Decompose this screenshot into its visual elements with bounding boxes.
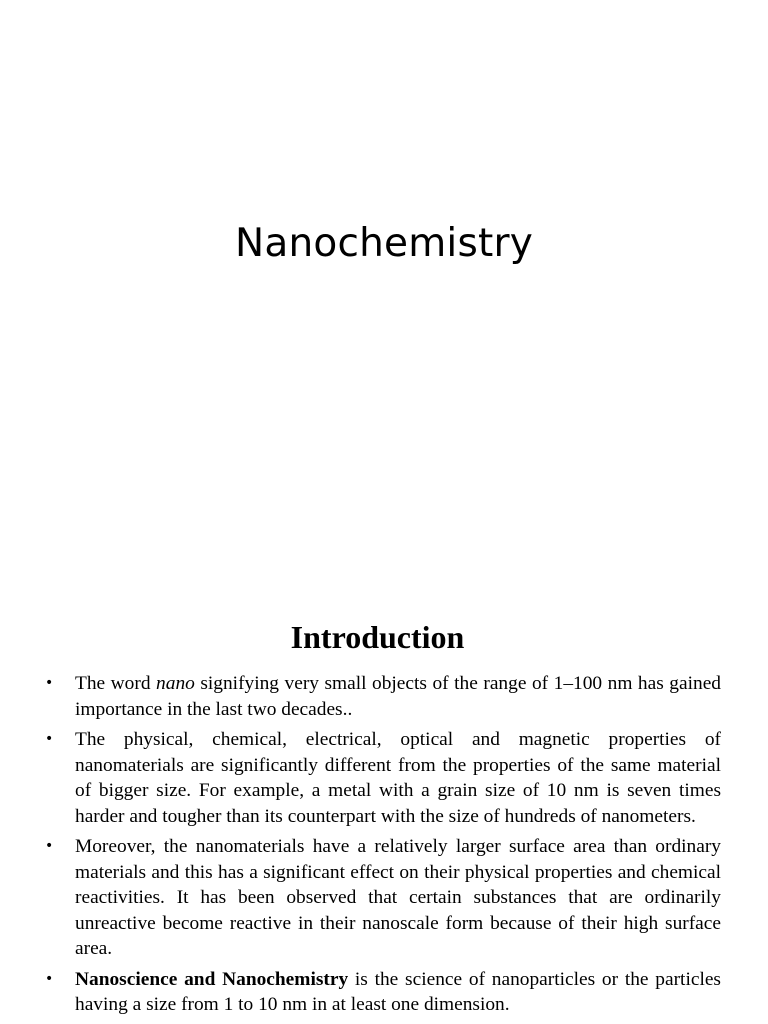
bullet-text-part: is the science of nanoparticles or the particles having a size from 1 to 10 nm in at least one dimension.: [75, 968, 721, 1015]
bullet-item: [45, 727, 721, 829]
emphasized-term: nano: [156, 673, 195, 694]
bullet-marker: •: [45, 675, 54, 691]
bullet-item: [45, 834, 721, 962]
bold-term: Nanoscience and Nanochemistry: [75, 968, 349, 990]
bullet-item: [45, 671, 721, 722]
bullet-text-part: The word: [75, 673, 157, 694]
slide-title: Nanochemistry: [235, 221, 533, 266]
bullet-text: Moreover, the nanomaterials have a relatively larger surface area than ordinary materials and this has a significant effect on their physical properties and chemical reactivities. It has been observed that certain substances that are ordinarily unreactive become reactive in their nanoscale form because of their high surface area.: [75, 836, 721, 959]
bullet-marker: •: [45, 970, 54, 987]
bullet-item: [45, 967, 721, 1018]
bullet-text-part: signifying very small objects of the range of 1–100 nm has gained importance in the last two decades..: [75, 673, 721, 720]
section-heading: Introduction: [290, 619, 465, 655]
bullet-marker: •: [45, 838, 54, 854]
bullet-text: The physical, chemical, electrical, optical and magnetic properties of nanomaterials are significantly different from the properties of the same material of bigger size. For example, a metal with a grain size of 10 nm is seven times harder and tougher than its counterpart with the size of hundreds of nanometers.: [75, 729, 721, 827]
bullet-marker: •: [45, 731, 54, 747]
bullet-list: [45, 671, 721, 1023]
